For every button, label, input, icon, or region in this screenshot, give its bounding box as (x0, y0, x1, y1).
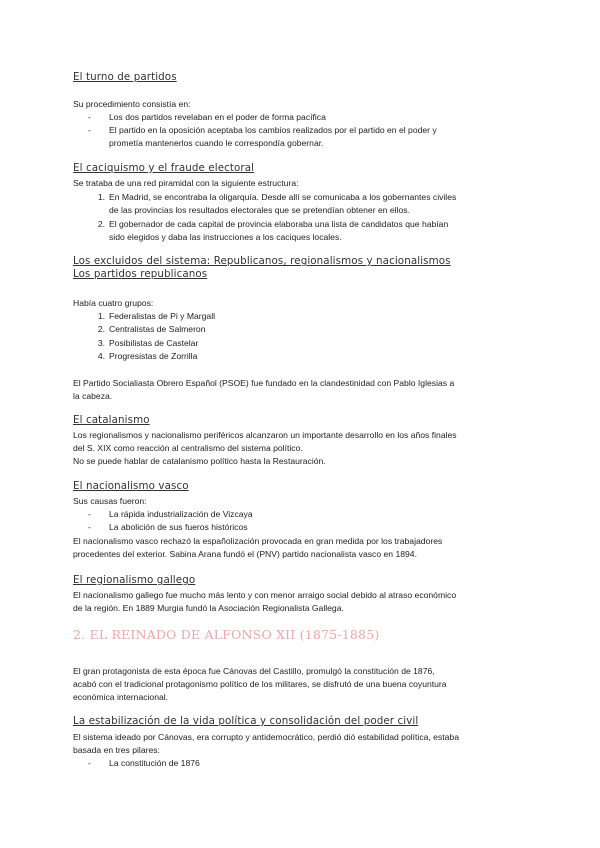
reinado-line-1: El gran protagonista de esta época fue Cánovas del Castillo, promulgó la constitución de 1876, (73, 666, 435, 676)
list-number: 2. (97, 219, 105, 229)
gallego-line-1: El nacionalismo gallego fue mucho más lento y con menor arraigo social debido al atraso económico (73, 590, 457, 600)
psoe-line-1: El Partido Socialiasta Obrero Español (PSOE) fue fundado en la clandestinidad con Pablo Iglesias a (73, 378, 455, 388)
group-1: Federalistas de Pi y Margall (109, 311, 216, 321)
turno-bullet-1: Los dos partidos revelaban en el poder de forma pacífica (109, 112, 326, 122)
reinado-line-2: acabó con el tradicional protagonismo político de los militares, se disfrutó de una buena coyuntura (73, 679, 447, 689)
heading-nacionalismo-vasco: El nacionalismo vasco (73, 480, 189, 492)
group-4: Progresistas de Zorrilla (109, 351, 198, 361)
caciquismo-item-2: El gobernador de cada capital de provincia elaboraba una lista de candidatos que habían (109, 219, 449, 229)
bullet-dash: - (88, 125, 91, 135)
vasco-line-2: procedentes del exterior. Sabina Arana fundó el (PNV) partido nacionalista vasco en 1894. (73, 549, 417, 559)
bullet-dash: - (88, 509, 91, 519)
caciquismo-item-1: En Madrid, se encontraba la oligarquía. Desde allí se comunicaba a los gobernantes civiles (109, 192, 457, 202)
vasco-line-1: El nacionalismo vasco rechazó la españolización provocada en gran medida por los trabajadores (73, 536, 443, 546)
heading-catalanismo: El catalanismo (73, 414, 150, 426)
excluidos-intro: Había cuatro grupos: (73, 298, 154, 308)
psoe-line-2: la cabeza. (73, 391, 113, 401)
vasco-bullet-2: La abolición de sus fueros históricos (109, 522, 248, 532)
group-3: Posibilistas de Castelar (109, 338, 199, 348)
vasco-intro: Sus causas fueron: (73, 496, 147, 506)
group-2: Centralistas de Salmeron (109, 324, 206, 334)
catalanismo-line-3: No se puede hablar de catalanismo político hasta la Restauración. (73, 456, 326, 466)
heading-excluidos: Los excluidos del sistema: Republicanos, regionalismos y nacionalismos (73, 255, 451, 267)
bullet-dash: - (88, 522, 91, 532)
reinado-line-3: económica internacional. (73, 692, 169, 702)
gallego-line-2: de la región. En 1889 Murgia fundó la Asociación Regionalista Gallega. (73, 603, 344, 613)
heading-regionalismo-gallego: El regionalismo gallego (73, 574, 196, 586)
catalanismo-line-2: del S. XIX como reacción al centralismo del sistema político. (73, 443, 303, 453)
caciquismo-intro: Se trataba de una red piramidal con la siguiente estructura: (73, 178, 299, 188)
bullet-dash: - (88, 758, 91, 768)
turno-bullet-2-cont: prometía mantenerlos cuando le correspondía gobernar. (109, 138, 324, 148)
heading-turno-de-partidos: El turno de partidos (73, 71, 177, 83)
list-number: 3. (97, 338, 105, 348)
list-number: 1. (97, 311, 105, 321)
caciquismo-item-2-cont: sido elegidos y daba las instrucciones a los caciques locales. (109, 232, 342, 242)
estabilizacion-bullet-1: La constitución de 1876 (109, 758, 200, 768)
list-number: 4. (97, 351, 105, 361)
section-title-reinado: 2. EL REINADO DE ALFONSO XII (1875-1885) (73, 627, 380, 642)
turno-bullet-2: El partido en la oposición aceptaba los cambios realizados por el partido en el poder y (109, 125, 437, 135)
turno-intro: Su procedimiento consistía en: (73, 99, 191, 109)
bullet-dash: - (88, 112, 91, 122)
list-number: 1. (97, 192, 105, 202)
caciquismo-item-1-cont: de las provincias los resultados electorales que se pretendían obtener en ellos. (109, 205, 410, 215)
catalanismo-line-1: Los regionalismos y nacionalismo periféricos alcanzaron un importante desarrollo en los años finales (73, 430, 457, 440)
heading-estabilizacion: La estabilización de la vida política y consolidación del poder civil (73, 715, 419, 727)
heading-caciquismo: El caciquismo y el fraude electoral (73, 162, 255, 174)
estabilizacion-line-1: El sistema ideado por Cánovas, era corrupto y antidemocrático, perdió dió estabilidad política, estaba (73, 732, 459, 742)
estabilizacion-line-2: basada en tres pilares: (73, 745, 160, 755)
vasco-bullet-1: La rápida industrialización de Vizcaya (109, 509, 253, 519)
list-number: 2. (97, 324, 105, 334)
subheading-partidos-republicanos: Los partidos republicanos (73, 268, 208, 280)
